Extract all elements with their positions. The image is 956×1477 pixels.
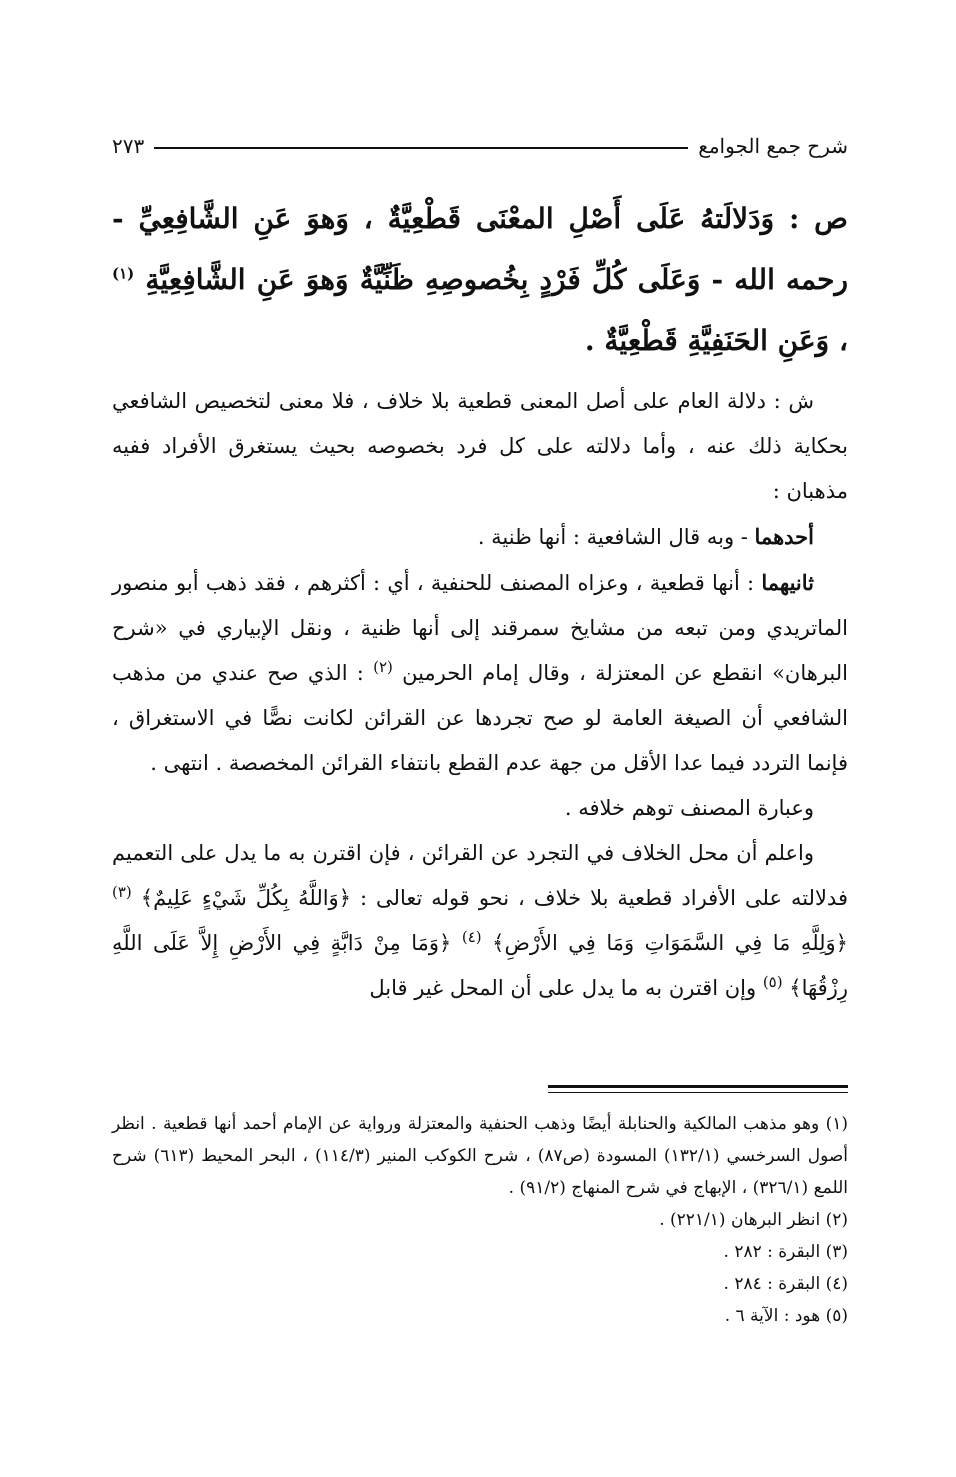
running-header [112,128,848,164]
quran-quote-3: ﴿وَمَا مِنْ دَابَّةٍ فِي الأَرْضِ إِلاَّ عَلَى اللَّهِ رِزْقُهَا﴾ [112,931,848,1000]
matn-body-2: ، وَعَنِ الحَنَفِيَّةِ قَطْعِيَّةٌ . [584,324,848,357]
sharh-paragraph-3 [112,560,848,786]
sharh-paragraph-4: وعبارة المصنف توهم خلافه . [564,796,814,820]
footnote-4: (٤) البقرة : ٢٨٤ . [723,1274,848,1294]
quran-quote-1: ﴿وَاللَّهُ بِكُلِّ شَيْءٍ عَلِيمٌ﴾ [140,886,352,910]
first-opinion-text: - وبه قال الشافعية : أنها ظنية . [477,525,748,549]
quran-quote-2: ﴿وَلِلَّهِ مَا فِي السَّمَوَاتِ وَمَا فِي الأَرْضِ﴾ [492,931,848,955]
main-text [112,188,848,1011]
footnote-ref-4[interactable]: (٤) [461,928,482,946]
matn-text [112,188,848,371]
sharh-paragraph-2 [112,514,848,560]
paragraph-5-text-a: واعلم أن محل الخلاف في التجرد عن القرائن ، فإن اقترن به ما يدل على التعميم فدلالته على الأفراد قطعية بلا خلاف ، نحو قوله تعالى : [112,841,848,910]
footnote-3: (٣) البقرة : ٢٨٢ . [723,1242,848,1262]
footnote-5: (٥) هود : الآية ٦ . [724,1306,848,1326]
page-number: ٢٧٣ [112,134,145,158]
footnote-2: (٢) انظر البرهان (٢٢١/١) . [659,1210,848,1230]
header-rule [154,147,688,149]
sharh-paragraph-1: ش : دلالة العام على أصل المعنى قطعية بلا خلاف ، فلا معنى لتخصيص الشافعي بحكاية ذلك عنه ، وأما دلالته على كل فرد بخصوصه بحيث يستغرق الأفراد ففيه مذهبان : [112,389,848,503]
footnote-ref-1[interactable]: (١) [112,264,135,283]
second-opinion-text-a: : أنها قطعية ، وعزاه المصنف للحنفية ، أي : أكثرهم ، فقد ذهب أبو منصور الماتريدي ومن تبعه من مشايخ سمرقند إلى أنها ظنية ، ونقل الإبياري في «شرح البرهان» انقطع عن المعتزلة ، وقال إمام الحرمين [112,571,848,685]
footnote-separator [548,1085,848,1088]
matn-body-1: وَدَلالَتهُ عَلَى أَصْلِ المعْنَى قَطْعِيَّةٌ ، وَهوَ عَنِ الشَّافِعِيِّ - رحمه الله - وَعَلَى كُلِّ فَرْدٍ بِخُصوصِهِ ظَنِّيَّةٌ وَهوَ عَنِ الشَّافِعِيَّةِ [112,202,848,296]
footnotes [112,1108,848,1332]
footnote-ref-2[interactable]: (٢) [373,658,393,676]
second-opinion-label: ثانيهما [761,570,815,595]
running-title: شرح جمع الجوامع [698,134,848,158]
footnote-separator-thin [548,1092,848,1093]
paragraph-5-text-b: وإن اقترن به ما يدل على أن المحل غير قابل [369,976,757,1000]
first-opinion-label: أحدهما [754,524,814,549]
second-opinion-text-b: : الذي صح عندي من مذهب الشافعي أن الصيغة العامة لو صح تجردها عن القرائن لكانت نصًّا في الاستغراق ، فإنما التردد فيما عدا الأقل من جهة عدم القطع بانتفاء القرائن المخصصة . انتهى . [112,661,848,775]
matn-prefix: ص : [788,202,849,235]
sharh-paragraph-5 [112,831,848,1011]
footnote-ref-3[interactable]: (٣) [112,883,132,901]
footnote-ref-5[interactable]: (٥) [762,973,783,991]
footnote-1: (١) وهو مذهب المالكية والحنابلة أيضًا وذهب الحنفية والمعتزلة ورواية عن الإمام أحمد أنها قطعية . انظر أصول السرخسي (١٣٢/١) المسودة (ص٨٧) ، شرح الكوكب المنير (١١٤/٣) ، البحر المحيط (٦١٣) شرح اللمع (٣٢٦/١) ، الإبهاج في شرح المنهاج (٩١/٢) . [112,1114,849,1198]
